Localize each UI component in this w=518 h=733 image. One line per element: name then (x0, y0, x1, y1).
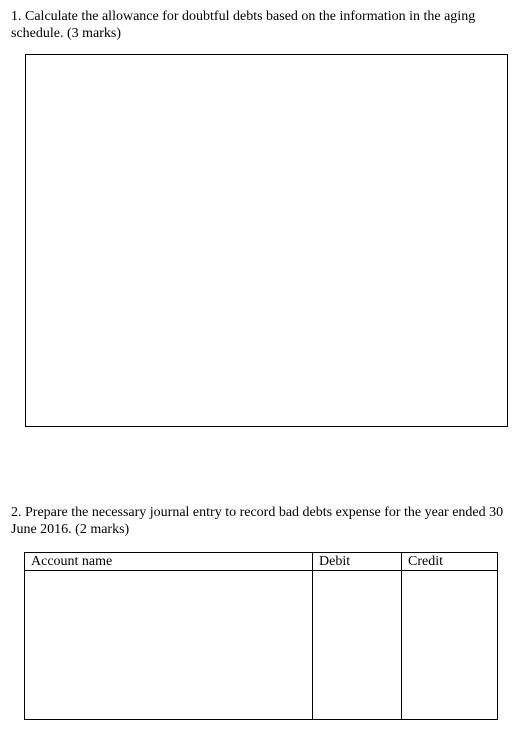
credit-cell[interactable] (402, 571, 498, 720)
account-name-header: Account name (25, 553, 313, 571)
account-name-cell[interactable] (25, 571, 313, 720)
journal-entry-row (25, 571, 498, 720)
question-1-answer-box[interactable] (25, 54, 508, 427)
question-1-text: 1. Calculate the allowance for doubtful debts based on the information in the aging schedule. (3 marks) (11, 9, 476, 41)
debit-header: Debit (313, 553, 402, 571)
journal-header-row (25, 553, 498, 571)
journal-entry-table (24, 552, 498, 720)
question-2-text: 2. Prepare the necessary journal entry to record bad debts expense for the year ended 30 June 2016. (2 marks) (11, 505, 504, 537)
debit-cell[interactable] (313, 571, 402, 720)
credit-header: Credit (402, 553, 498, 571)
